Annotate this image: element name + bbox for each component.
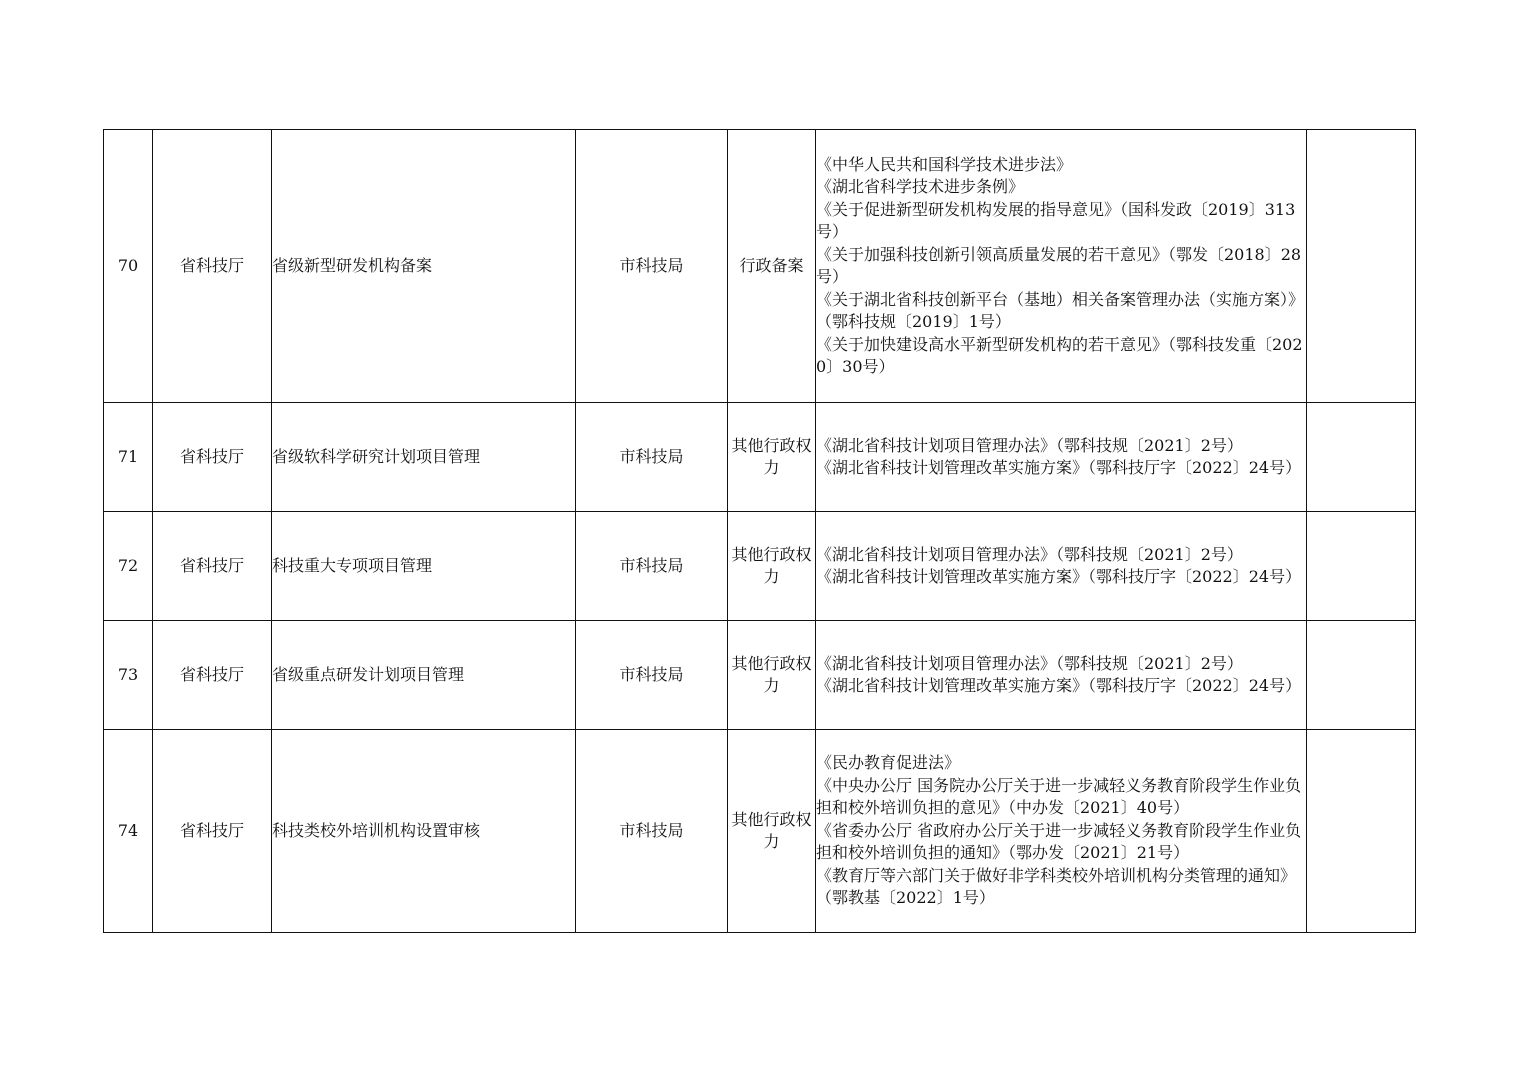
table-row xyxy=(104,512,1416,621)
department-cell: 省科技厅 xyxy=(153,621,272,730)
row-number: 74 xyxy=(104,730,153,933)
department-cell: 省科技厅 xyxy=(153,130,272,403)
note-cell xyxy=(1307,403,1416,512)
legal-basis-line: 《湖北省科技计划管理改革实施方案》（鄂科技厅字〔2022〕24号） xyxy=(816,567,1302,586)
power-type-cell: 其他行政权力 xyxy=(728,403,816,512)
power-type-cell: 其他行政权力 xyxy=(728,621,816,730)
legal-basis-cell xyxy=(816,403,1307,512)
legal-basis-line: 《省委办公厅 省政府办公厅关于进一步减轻义务教育阶段学生作业负担和校外培训负担的通知》（鄂办发〔2021〕21号） xyxy=(816,820,1302,863)
table-body xyxy=(104,130,1416,933)
legal-basis-line: 《湖北省科技计划项目管理办法》（鄂科技规〔2021〕2号） xyxy=(816,544,1243,564)
legal-basis-line: 《关于湖北省科技创新平台（基地）相关备案管理办法（实施方案）》（鄂科技规〔2019〕1号） xyxy=(816,289,1305,331)
table-row xyxy=(104,403,1416,512)
legal-basis-line: 《湖北省科技计划项目管理办法》（鄂科技规〔2021〕2号） xyxy=(816,435,1243,455)
legal-basis-line: 《关于加强科技创新引领高质量发展的若干意见》（鄂发〔2018〕28号） xyxy=(816,244,1302,286)
item-name-cell: 科技重大专项项目管理 xyxy=(272,512,576,621)
implementer-cell: 市科技局 xyxy=(576,730,728,933)
item-name-cell: 省级重点研发计划项目管理 xyxy=(272,621,576,730)
legal-basis-line: 《民办教育促进法》 xyxy=(816,753,961,773)
table-row xyxy=(104,621,1416,730)
row-number: 73 xyxy=(104,621,153,730)
row-number: 70 xyxy=(104,130,153,403)
implementer-cell: 市科技局 xyxy=(576,621,728,730)
note-cell xyxy=(1307,730,1416,933)
note-cell xyxy=(1307,621,1416,730)
implementer-cell: 市科技局 xyxy=(576,130,728,403)
legal-basis-line: 《关于促进新型研发机构发展的指导意见》（国科发政〔2019〕313号） xyxy=(816,199,1296,241)
note-cell xyxy=(1307,512,1416,621)
legal-basis-line: 《湖北省科技计划项目管理办法》（鄂科技规〔2021〕2号） xyxy=(816,653,1243,673)
row-number: 71 xyxy=(104,403,153,512)
legal-basis-cell xyxy=(816,130,1307,403)
implementer-cell: 市科技局 xyxy=(576,403,728,512)
department-cell: 省科技厅 xyxy=(153,730,272,933)
item-name-cell: 科技类校外培训机构设置审核 xyxy=(272,730,576,933)
legal-basis-line: 《中华人民共和国科学技术进步法》 xyxy=(816,154,1073,174)
power-list-table xyxy=(103,129,1416,933)
legal-basis-line: 《关于加快建设高水平新型研发机构的若干意见》（鄂科技发重〔2020〕30号） xyxy=(816,334,1303,376)
item-name-cell: 省级新型研发机构备案 xyxy=(272,130,576,403)
legal-basis-cell xyxy=(816,512,1307,621)
department-cell: 省科技厅 xyxy=(153,512,272,621)
legal-basis-line: 《湖北省科技计划管理改革实施方案》（鄂科技厅字〔2022〕24号） xyxy=(816,458,1302,477)
legal-basis-line: 《教育厅等六部门关于做好非学科类校外培训机构分类管理的通知》（鄂教基〔2022〕1号） xyxy=(816,865,1297,908)
note-cell xyxy=(1307,130,1416,403)
row-number: 72 xyxy=(104,512,153,621)
legal-basis-line: 《湖北省科学技术进步条例》 xyxy=(816,177,1025,196)
legal-basis-line: 《湖北省科技计划管理改革实施方案》（鄂科技厅字〔2022〕24号） xyxy=(816,676,1302,695)
power-type-cell: 其他行政权力 xyxy=(728,730,816,933)
department-cell: 省科技厅 xyxy=(153,403,272,512)
legal-basis-cell xyxy=(816,730,1307,933)
power-type-cell: 行政备案 xyxy=(728,130,816,403)
item-name-cell: 省级软科学研究计划项目管理 xyxy=(272,403,576,512)
table-row xyxy=(104,130,1416,403)
implementer-cell: 市科技局 xyxy=(576,512,728,621)
legal-basis-cell xyxy=(816,621,1307,730)
table-row xyxy=(104,730,1416,933)
power-type-cell: 其他行政权力 xyxy=(728,512,816,621)
legal-basis-line: 《中央办公厅 国务院办公厅关于进一步减轻义务教育阶段学生作业负担和校外培训负担的意见》（中办发〔2021〕40号） xyxy=(816,775,1302,818)
